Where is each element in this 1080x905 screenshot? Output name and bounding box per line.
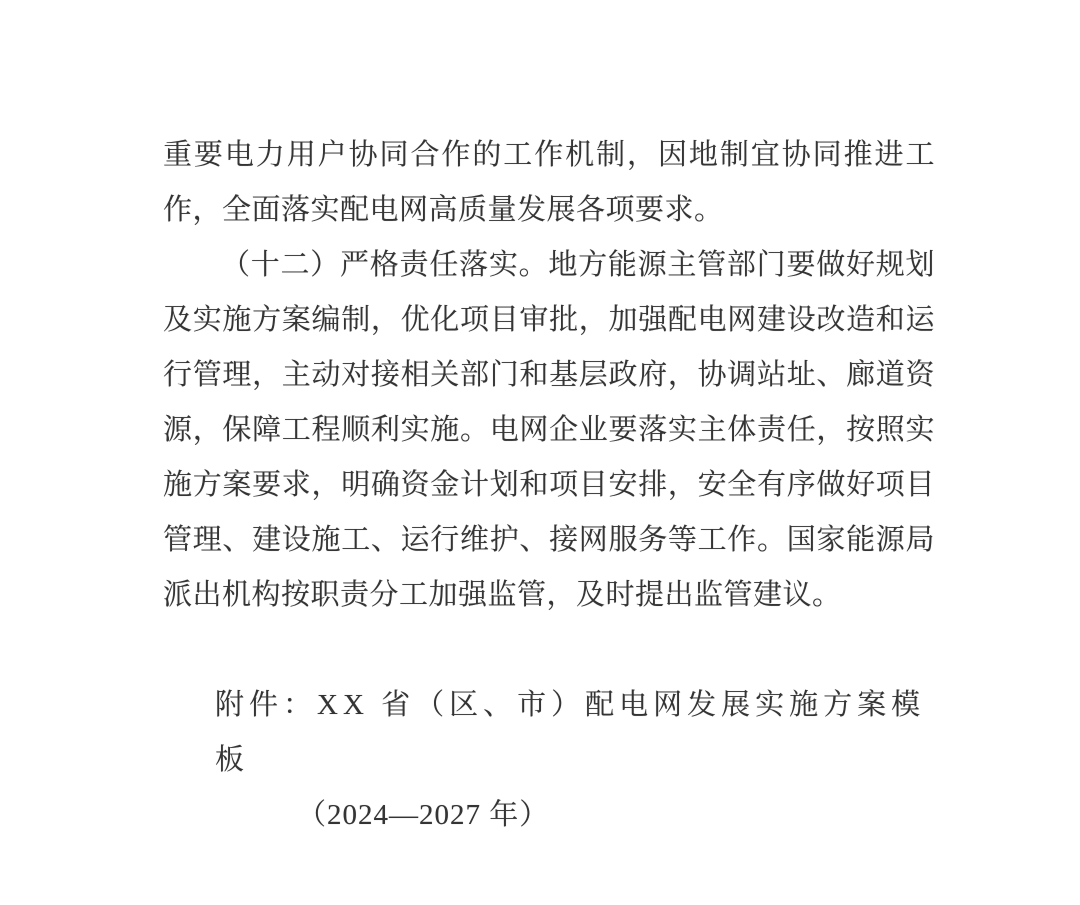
paragraph-continuation: 重要电力用户协同合作的工作机制，因地制宜协同推进工作，全面落实配电网高质量发展各项要求。 [163,139,935,226]
document-text-block [163,128,935,843]
paragraph-item-twelve: （十二）严格责任落实。地方能源主管部门要做好规划及实施方案编制，优化项目审批，加强配电网建设改造和运行管理，主动对接相关部门和基层政府，协调站址、廊道资源，保障工程顺利实施。电网企业要落实主体责任，按照实施方案要求，明确资金计划和项目安排，安全有序做好项目管理、建设施工、运行维护、接网服务等工作。国家能源局派出机构按职责分工加强监管，及时提出监管建议。 [163,249,935,611]
attachment-years-line: （2024—2027 年） [297,799,550,831]
attachment-title-line: 附件：XX 省（区、市）配电网发展实施方案模板 [215,689,926,776]
attachment-block [163,678,935,843]
